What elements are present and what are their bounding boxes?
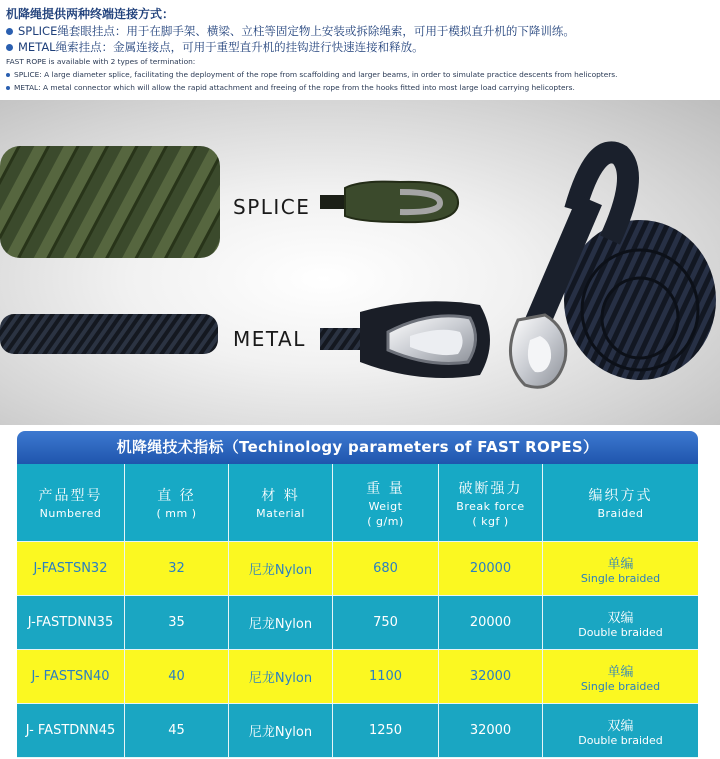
table-row — [17, 596, 698, 650]
bullet-icon — [6, 28, 13, 35]
braided-rope — [0, 314, 218, 354]
rope-coil — [564, 220, 716, 380]
cell-braided: 单编 Single braided — [543, 650, 698, 704]
rope-illustration — [0, 100, 720, 425]
cell-material: 尼龙Nylon — [229, 650, 333, 704]
table-row — [17, 704, 698, 758]
header-material: 材 料 Material — [229, 464, 333, 542]
cell-diameter: 32 — [125, 542, 229, 596]
cell-break-force: 32000 — [439, 650, 543, 704]
cell-weight: 680 — [333, 542, 439, 596]
splice-description-cn: SPLICE绳套眼挂点：用于在脚手架、横梁、立柱等固定物上安装或拆除绳索，可用于模拟直升机的下降训练。 — [6, 23, 716, 39]
cell-break-force: 20000 — [439, 596, 543, 650]
intro-heading: 机降绳提供两种终端连接方式： — [6, 7, 175, 21]
cell-model: J-FASTSN32 — [17, 542, 125, 596]
header-diameter: 直 径 ( mm ) — [125, 464, 229, 542]
splice-label: SPLICE — [233, 195, 311, 219]
cell-diameter: 40 — [125, 650, 229, 704]
cell-model: J- FASTDNN45 — [17, 704, 125, 758]
cell-weight: 1250 — [333, 704, 439, 758]
spec-table — [17, 431, 698, 759]
cell-diameter: 45 — [125, 704, 229, 758]
header-braided: 编织方式 Braided — [543, 464, 698, 542]
cell-diameter: 35 — [125, 596, 229, 650]
cell-model: J-FASTDNN35 — [17, 596, 125, 650]
table-row — [17, 542, 698, 596]
cell-material: 尼龙Nylon — [229, 596, 333, 650]
cell-material: 尼龙Nylon — [229, 542, 333, 596]
splice-description-en: SPLICE: A large diameter splice, facilitating the deployment of the rope from scaffolding and larger beams, in order to simulate practice descents from helicopters. — [6, 68, 716, 81]
metal-label: METAL — [233, 327, 306, 351]
metal-rope-tail — [320, 328, 360, 350]
table-title: 机降绳技术指标（Techinology parameters of FAST ROPES） — [17, 431, 698, 464]
intro-en-heading: FAST ROPE is available with 2 types of termination: — [6, 57, 196, 66]
table-row — [17, 650, 698, 704]
product-photo — [0, 100, 720, 425]
cell-break-force: 32000 — [439, 704, 543, 758]
twisted-rope — [0, 146, 220, 258]
cell-break-force: 20000 — [439, 542, 543, 596]
cell-braided: 双编 Double braided — [543, 596, 698, 650]
header-weight: 重 量 Weigt ( g/m) — [333, 464, 439, 542]
cell-braided: 单编 Single braided — [543, 542, 698, 596]
intro-section — [6, 6, 716, 94]
cell-model: J- FASTSN40 — [17, 650, 125, 704]
cell-material: 尼龙Nylon — [229, 704, 333, 758]
bullet-icon — [6, 86, 10, 90]
cell-weight: 1100 — [333, 650, 439, 704]
bullet-icon — [6, 44, 13, 51]
metal-description-cn: METAL绳索挂点：金属连接点，可用于重型直升机的挂钩进行快速连接和释放。 — [6, 39, 716, 55]
table-header-row — [17, 464, 698, 542]
metal-description-en: METAL: A metal connector which will allow the rapid attachment and freeing of the rope from the hooks fitted into most large load carrying helicopters. — [6, 81, 716, 94]
cell-braided: 双编 Double braided — [543, 704, 698, 758]
bullet-icon — [6, 73, 10, 77]
header-model: 产品型号 Numbered — [17, 464, 125, 542]
cell-weight: 750 — [333, 596, 439, 650]
header-break-force: 破断强力 Break force ( kgf ) — [439, 464, 543, 542]
